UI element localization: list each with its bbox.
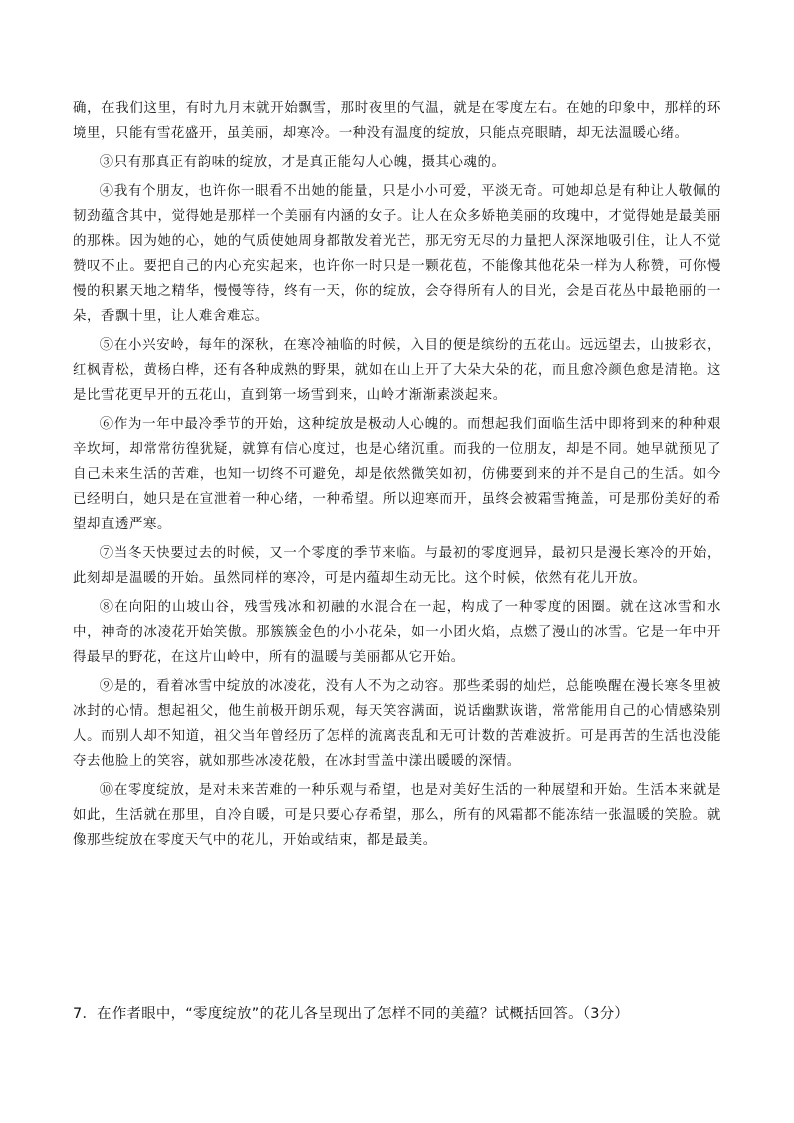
paragraph-5: ⑤在小兴安岭，每年的深秋，在寒冷袖临的时候，入目的便是缤纷的五花山。远远望去，山披彩衣，红枫青松，黄杨白桦，还有各种成熟的野果，就如在山上开了大朵大朵的花，而且愈冷颜色愈是清艳。这是比雪花更早开的五花山，直到第一场雪到来，山岭才渐渐素淡起来。	[73, 338, 721, 403]
paragraph-8: ⑧在向阳的山坡山谷，残雪残冰和初融的水混合在一起，构成了一种零度的困圈。就在这冰雪和水中，神奇的冰凌花开始笑傲。那簇簇金色的小小花朵，如一小团火焰，点燃了漫山的冰雪。它是一年中开得最早的野花，在这片山岭中，所有的温暖与美丽都从它开始。	[73, 600, 721, 665]
paragraph-7: ⑦当冬天快要过去的时候，又一个零度的季节来临。与最初的零度迥异，最初只是漫长寒冷的开始，此刻却是温暖的开始。虽然同样的寒冷，可是内蕴却生动无比。这个时候，依然有花儿开放。	[73, 546, 721, 586]
paragraph-9: ⑨是的，看着冰雪中绽放的冰凌花，没有人不为之动容。那些柔弱的灿烂，总能唤醒在漫长寒冬里被冰封的心情。想起祖父，他生前极开朗乐观，每天笑容满面，说话幽默诙谐，常常能用自己的心情感染别人。而别人却不知道，祖父当年曾经历了怎样的流离丧乱和无可计数的苦难波折。可是再苦的生活也没能夺去他脸上的笑容，就如那些冰凌花般，在冰封雪盖中漾出暖暖的深情。	[73, 679, 721, 769]
article-body	[73, 96, 721, 857]
paragraph-6: ⑥作为一年中最冷季节的开始，这种绽放是极动人心魄的。而想起我们面临生活中即将到来的种种艰辛坎坷，却常常彷徨犹疑，就算有信心度过，也是心绪沉重。而我的一位朋友，却是不同。她早就预见了自己未来生活的苦难，也知一切终不可避免，却是依然微笑如初，仿佛要到来的并不是自己的生活。如今已经明白，她只是在宣泄着一种心绪，一种希望。所以迎寒而开，虽终会被霜雪掩盖，可是那份美好的希望却直透严寒。	[73, 417, 721, 532]
paragraph-3: ③只有那真正有韵味的绽放，才是真正能勾人心魄，摄其心魂的。	[99, 155, 506, 170]
paragraph-continuation: 确，在我们这里，有时九月末就开始飘雪，那时夜里的气温，就是在零度左右。在她的印象中，那样的环境里，只能有雪花盛开，虽美丽，却寒冷。一种没有温度的绽放，只能点亮眼睛，却无法温暖心绪。	[73, 101, 721, 141]
paragraph-4: ④我有个朋友，也许你一眼看不出她的能量，只是小小可爱，平淡无奇。可她却总是有种让人敬佩的韧劲蕴含其中，觉得她是那样一个美丽有内涵的女子。让人在众多娇艳美丽的玫瑰中，才觉得她是最美丽的那株。因为她的心，她的气质使她周身都散发着光芒，那无穷无尽的力量把人深深地吸引住，让人不觉赞叹不止。要把自己的内心充实起来，也许你一时只是一颗花苞，不能像其他花朵一样为人称赞，可你慢慢的积累天地之精华，慢慢等待，终有一天，你的绽放，会夺得所有人的目光，会是百花丛中最艳丽的一朵，香飘十里，让人难舍难忘。	[73, 184, 721, 324]
paragraph-10: ⑩在零度绽放，是对未来苦难的一种乐观与希望，也是对美好生活的一种展望和开始。生活本来就是如此，生活就在那里，自冷自暖，可是只要心存希望，那么，所有的风霜都不能冻结一张温暖的笑脸。就像那些绽放在零度天气中的花儿，开始或结束，都是最美。	[73, 783, 721, 848]
question-7: 7．在作者眼中，“零度绽放”的花儿各呈现出了怎样不同的美蕴？试概括回答。（3分）	[73, 1006, 630, 1022]
